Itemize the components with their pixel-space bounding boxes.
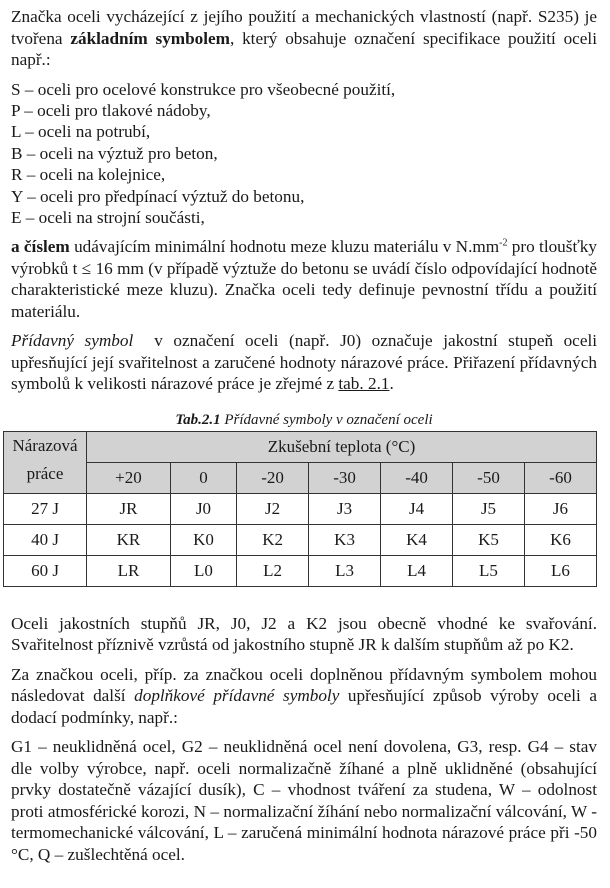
table-row (4, 524, 597, 555)
temp-header-cell: -30 (309, 462, 381, 493)
table-cell: L6 (524, 555, 596, 586)
table-cell: L2 (237, 555, 309, 586)
supp-text-b: upřesňující způsob výroby oceli a dodací podmínky, např.: (11, 686, 597, 727)
temp-header-cell: -50 (453, 462, 525, 493)
temp-header-cell: -20 (237, 462, 309, 493)
table-cell: J0 (170, 493, 236, 524)
number-bold-term: a číslem (11, 237, 70, 257)
group-header-cell: Zkušební teplota (°C) (87, 431, 597, 462)
table-row (4, 555, 597, 586)
list-item: Y – oceli pro předpínací výztuž do betonu, (11, 186, 305, 206)
unit-exponent: -2 (499, 237, 508, 249)
intro-text-b: , který obsahuje označení specifikace použití oceli např.: (11, 28, 597, 69)
table-cell: K4 (381, 524, 453, 555)
table-cell: L4 (381, 555, 453, 586)
additional-text-a: v označení oceli (např. J0) označuje jakostní stupeň oceli upřesňující její svařitelnost a zaručené hodnoty nárazové práce. Přiřazení přídavných symbolů k velikosti nárazové práce je zřejmé z (11, 331, 602, 394)
number-paragraph (11, 236, 597, 322)
table-cell: K2 (237, 524, 309, 555)
row-header-line1: Nárazová (12, 435, 78, 455)
list-item: R – oceli na kolejnice, (11, 165, 166, 185)
codes-paragraph: G1 – neuklidněná ocel, G2 – neuklidněná ocel není dovolena, G3, resp. G4 – stav dle volby výrobce, např. oceli normalizačně žíhané a plně uklidněné (obsahující prvky dostatečně vázající dusík), C – vhodnost tváření za studena, W – odolnost proti atmosférické korozi, N – normalizační žíhání nebo normalizační válcování, W - termomechanické válcování, L – zaručená minimální hodnota nárazové práce při -50 °C, Q – zušlechtěná ocel. (11, 737, 597, 864)
additional-symbols-table (3, 431, 597, 587)
supp-text-a: Za značkou oceli, příp. za značkou oceli doplněnou přídavným symbolem mohou následovat další (11, 664, 597, 706)
table-cell: K3 (309, 524, 381, 555)
table-cell: J2 (237, 493, 309, 524)
document-page (11, 6, 602, 865)
temp-header-cell: -60 (524, 462, 596, 493)
table-cell: J3 (309, 493, 381, 524)
supplementary-paragraph (11, 664, 597, 729)
table-caption-text: Přídavné symboly v označení oceli (220, 411, 433, 428)
table-cell: K6 (524, 524, 596, 555)
table-cell: LR (87, 555, 171, 586)
energy-cell: 60 J (4, 555, 87, 586)
additional-symbol-paragraph (11, 330, 602, 395)
table-cell: L3 (309, 555, 381, 586)
intro-text-a: Značka oceli vycházející z jejího použití a mechanických vlastností (např. S235) je tvořena (11, 7, 597, 48)
table-cell: JR (87, 493, 171, 524)
intro-paragraph (11, 6, 597, 71)
row-header-line2: práce (26, 463, 64, 483)
table-cell: J4 (381, 493, 453, 524)
number-text-a: udávajícím minimální hodnotu meze kluzu materiálu v N.mm (69, 237, 500, 257)
table-cell: K0 (170, 524, 236, 555)
energy-cell: 40 J (4, 524, 87, 555)
additional-text-b: . (389, 374, 394, 394)
table-cell: K5 (453, 524, 525, 555)
table-reference-link[interactable]: tab. 2.1 (338, 374, 390, 394)
weldability-paragraph: Oceli jakostních stupňů JR, J0, J2 a K2 jsou obecně vhodné ke svařování. Svařitelnost příznivě vzrůstá od jakostního stupně JR k dalším stupňům až po K2. (11, 613, 597, 655)
number-text-b: pro tloušťky výrobků t ≤ 16 mm (v případě výztuže do betonu se uvádí číslo odpovídající hodnotě charakteristické meze kluzu). Značka oceli tedy definuje pevnostní třídu a použití materiálu. (11, 237, 597, 321)
temp-header-cell: +20 (87, 462, 171, 493)
table-cell: L5 (453, 555, 525, 586)
table-cell: KR (87, 524, 171, 555)
table-caption (11, 411, 597, 429)
table-cell: L0 (170, 555, 236, 586)
intro-bold-term: základním symbolem (70, 28, 230, 48)
table-cell: J6 (524, 493, 596, 524)
temp-header-cell: 0 (170, 462, 236, 493)
list-item: S – oceli pro ocelové konstrukce pro všeobecné použití, (11, 79, 396, 99)
use-list (11, 79, 597, 229)
list-item: E – oceli na strojní součásti, (11, 207, 205, 227)
list-item: B – oceli na výztuž pro beton, (11, 143, 218, 163)
table-caption-number: Tab.2.1 (175, 411, 221, 428)
energy-cell: 27 J (4, 493, 87, 524)
additional-symbol-term: Přídavný symbol (11, 331, 134, 351)
list-item: L – oceli na potrubí, (11, 122, 151, 142)
table-cell: J5 (453, 493, 525, 524)
table-row (4, 493, 597, 524)
temp-header-cell: -40 (381, 462, 453, 493)
list-item: P – oceli pro tlakové nádoby, (11, 100, 211, 120)
supp-italic-term: doplňkové přídavné symboly (134, 686, 340, 706)
row-header-cell (4, 431, 87, 493)
